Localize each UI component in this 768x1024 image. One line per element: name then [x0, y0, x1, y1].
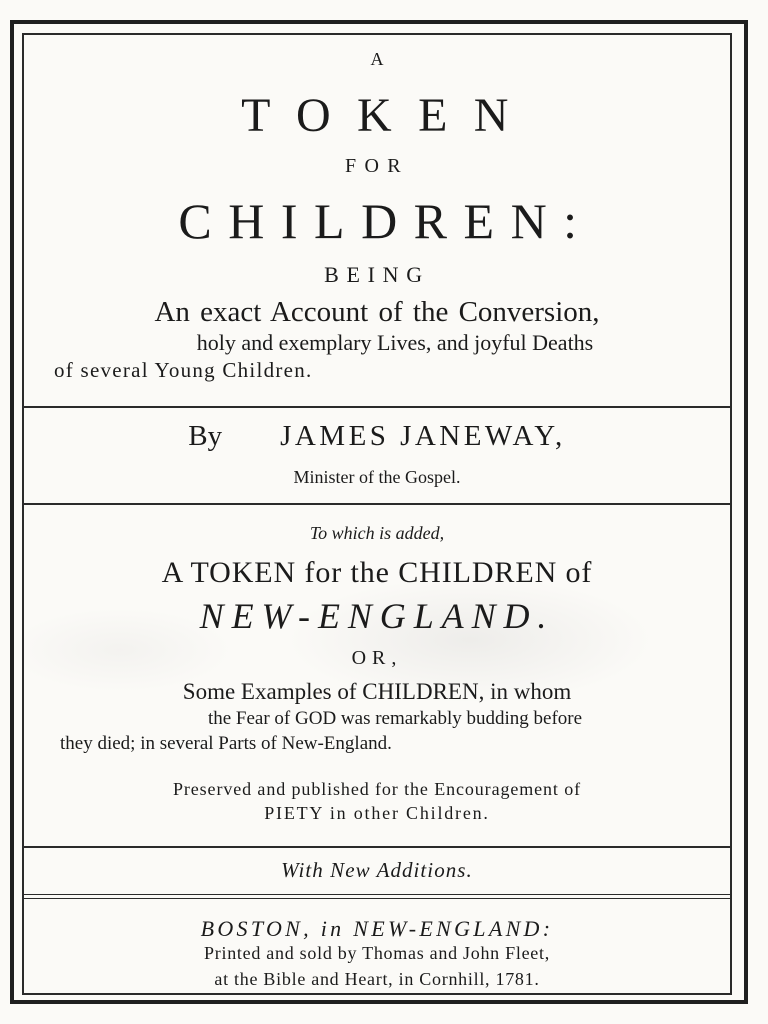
imprint-line-1: BOSTON, in NEW-ENGLAND:	[200, 916, 554, 941]
divider-3	[24, 846, 730, 848]
subtitle-line-2: holy and exemplary Lives, and joyful Deaths	[196, 330, 594, 355]
author-name: JAMES JANEWAY,	[280, 420, 566, 452]
examples-line-1: Some Examples of CHILDREN, in whom	[182, 679, 572, 704]
examples-line-2: the Fear of GOD was remarkably budding before	[207, 708, 583, 729]
inner-border	[22, 33, 732, 995]
subtitle-line-1: An exact Account of the Conversion,	[154, 296, 600, 328]
added-title-line-2: NEW-ENGLAND.	[199, 596, 555, 636]
title-article: A	[370, 49, 384, 69]
preserved-line-1: Preserved and published for the Encouragement of	[172, 779, 582, 799]
divider-4	[24, 894, 730, 899]
author-role: Minister of the Gospel.	[293, 467, 461, 487]
being-label: BEING	[324, 262, 430, 287]
preserved-line-2: PIETY in other Children.	[264, 803, 490, 823]
new-additions: With New Additions.	[281, 858, 473, 882]
or-separator: OR,	[351, 647, 403, 669]
title-for: FOR	[344, 155, 410, 177]
byline-by: By	[188, 420, 223, 452]
imprint-line-3: at the Bible and Heart, in Cornhill, 1781.	[214, 969, 540, 989]
examples-line-3: they died; in several Parts of New-England.	[60, 733, 392, 754]
divider-2	[24, 503, 730, 505]
title-children: CHILDREN:	[178, 193, 594, 249]
imprint-line-2: Printed and sold by Thomas and John Fleet,	[204, 943, 550, 963]
subtitle-line-3: of several Young Children.	[54, 358, 313, 382]
divider-1	[24, 406, 730, 408]
added-intro: To which is added,	[309, 523, 445, 543]
title-token: TOKEN	[241, 89, 535, 142]
byline	[24, 422, 730, 451]
added-title-line-1: A TOKEN for the CHILDREN of	[161, 556, 593, 589]
